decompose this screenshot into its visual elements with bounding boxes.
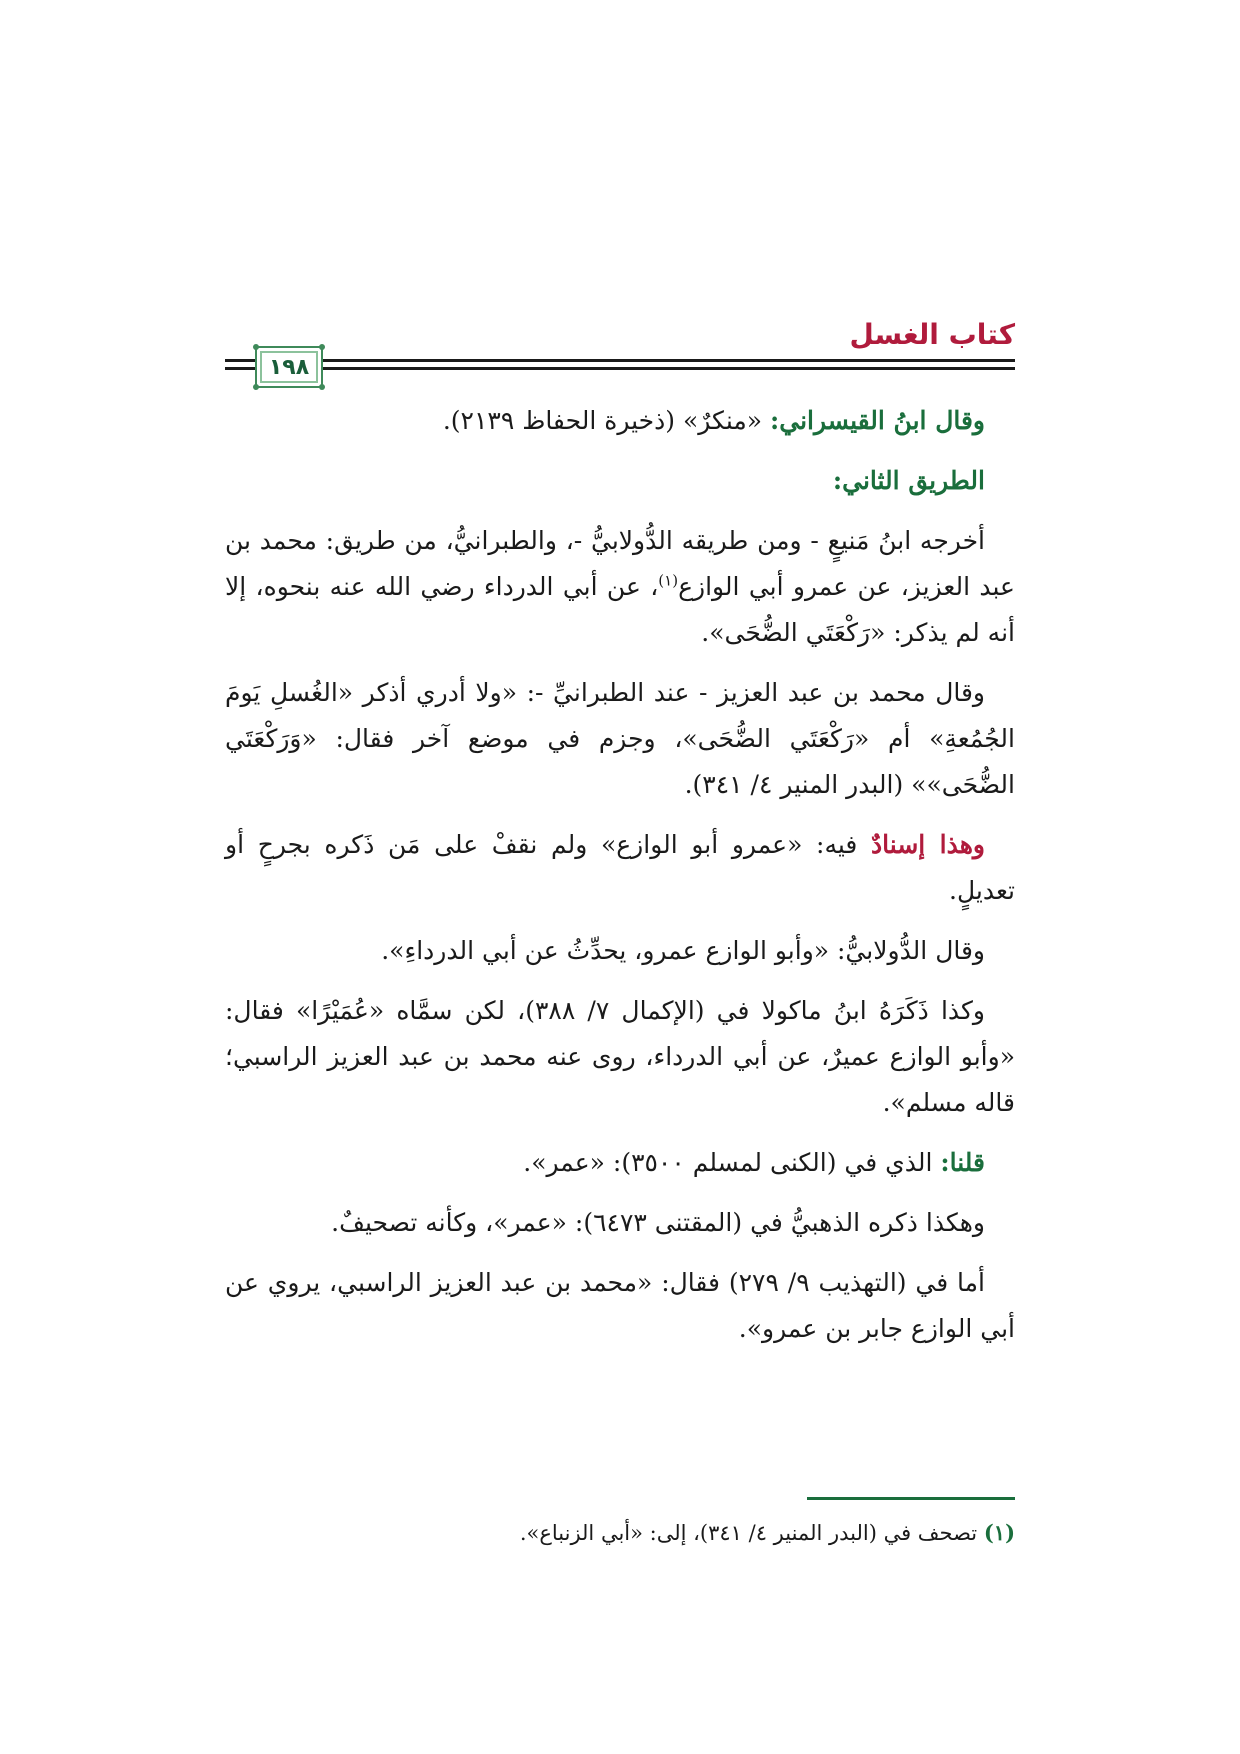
paragraph-isnad [225, 822, 1015, 914]
page-number: ١٩٨ [268, 354, 310, 380]
paragraph-text: فيه: «عمرو أبو الوازع» ولم نقفْ على مَن ذَكره بجرحٍ أو تعديلٍ. [225, 830, 1015, 905]
paragraph-text: أخرجه ابنُ مَنيعٍ - ومن طريقه الدُّولابيُّ -، والطبرانيُّ، من طريق: محمد بن عبد العزيز، عن عمرو أبي الوازع [225, 526, 1015, 601]
main-text [225, 398, 1015, 1366]
book-title: كتاب الغسل [849, 318, 1015, 351]
frame-ornament-icon [319, 384, 325, 390]
footnote-number: (١) [983, 1520, 1015, 1545]
speaker-label: وقال ابنُ القيسراني: [770, 406, 985, 435]
header-rule-top [225, 359, 1015, 362]
footnote-text: تصحف في (البدر المنير ٤/ ٣٤١)، إلى: «أبي الزنباع». [519, 1521, 984, 1545]
section-heading [225, 458, 1015, 504]
paragraph-muhammad [225, 670, 1015, 808]
frame-ornament-icon [319, 344, 325, 350]
paragraph-tahdhib [225, 1260, 1015, 1352]
paragraph-makula [225, 988, 1015, 1126]
paragraph-text: ، عن أبي الدرداء رضي الله عنه بنحوه، إلا أنه لم يذكر: «رَكْعَتَي الضُّحَى». [225, 572, 1015, 647]
page-header [225, 318, 1015, 390]
footnote-divider [807, 1497, 1015, 1500]
header-rule-bottom [225, 367, 1015, 370]
paragraph-text: أما في (التهذيب ٩/ ٢٧٩) فقال: «محمد بن عبد العزيز الراسبي، يروي عن أبي الوازع جابر بن عمرو». [225, 1268, 1015, 1343]
paragraph-text: وهكذا ذكره الذهبيُّ في (المقتنى ٦٤٧٣): «عمر»، وكأنه تصحيفٌ. [331, 1208, 985, 1237]
paragraph-dhahabi [225, 1200, 1015, 1246]
paragraph-text: وقال الدُّولابيُّ: «وأبو الوازع عمرو، يحدِّثُ عن أبي الدرداءِ». [381, 936, 985, 965]
paragraph-text: وكذا ذَكَرَهُ ابنُ ماكولا في (الإكمال ٧/ ٣٨٨)، لكن سمَّاه «عُمَيْرًا» فقال: «وأبو الوازع عميرٌ، عن أبي الدرداء، روى عنه محمد بن عبد العزيز الراسبي؛ قاله مسلم». [225, 996, 1015, 1117]
frame-ornament-icon [253, 344, 259, 350]
paragraph-qaysarani [225, 398, 1015, 444]
qulna-label: قلنا: [940, 1148, 985, 1177]
paragraph-takhrij [225, 518, 1015, 656]
paragraph-dulabi [225, 928, 1015, 974]
paragraph-qulna [225, 1140, 1015, 1186]
footnote [225, 1515, 1015, 1551]
paragraph-text: وقال محمد بن عبد العزيز - عند الطبرانيِّ -: «ولا أدري أذكر «الغُسلِ يَومَ الجُمُعةِ» أم «رَكْعَتَي الضُّحَى»، وجزم في موضع آخر فقال: «وَرَكْعَتَي الضُّحَى»» (البدر المنير ٤/ ٣٤١). [225, 678, 1016, 799]
footnote-reference[interactable]: (١) [658, 571, 679, 590]
frame-ornament-icon [253, 384, 259, 390]
section-heading-text: الطريق الثاني: [832, 466, 985, 495]
page-number-frame [255, 346, 323, 388]
paragraph-text: الذي في (الكنى لمسلم ٣٥٠٠): «عمر». [523, 1148, 941, 1177]
paragraph-text: «منكرٌ» (ذخيرة الحفاظ ٢١٣٩). [442, 406, 771, 435]
isnad-label: وهذا إسنادٌ [871, 830, 985, 859]
